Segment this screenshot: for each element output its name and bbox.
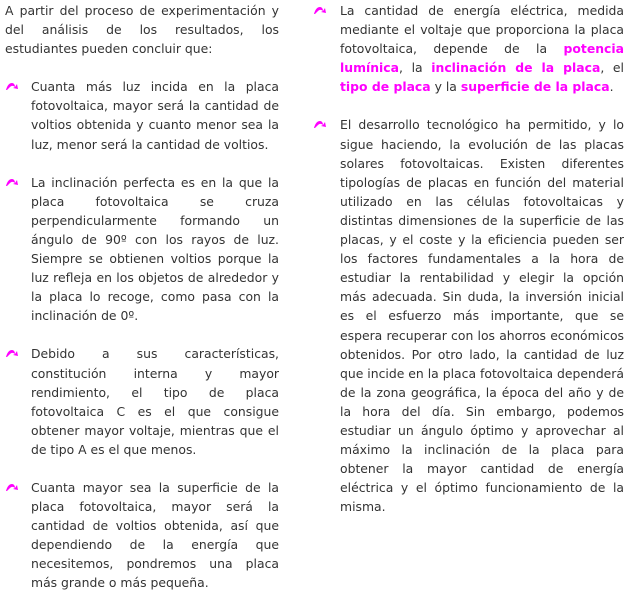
arrow-bullet-icon [313, 5, 327, 15]
left-column [5, 0, 279, 593]
text-segment: La cantidad de energía eléctrica, medida mediante el voltaje que proporciona la placa fotovoltaica, depende de la [340, 3, 624, 57]
text-segment: , la [399, 60, 432, 76]
conclusion-text: La inclinación perfecta es en la que la placa fotovoltaica se cruza perpendicularmente formando un ángulo de 90º con los rayos de luz. Siempre se obtienen voltios porque la luz refleja en los objetos de alrededor y la placa lo recoge, como pasa con la inclinación de 0º. [31, 174, 279, 324]
conclusion-item [5, 478, 279, 593]
arrow-bullet-icon [5, 177, 19, 187]
highlight-inclinacion: inclinación de la placa [431, 60, 601, 76]
intro-paragraph: A partir del proceso de experimentación y del análisis de los resultados, los estudiantes pueden concluir que: [5, 3, 279, 57]
energy-factors-text [340, 1, 624, 96]
highlight-potencia-luminica: potencia lumínica [340, 41, 624, 76]
conclusion-text: Cuanta más luz incida en la placa fotovoltaica, mayor será la cantidad de voltios obtenida y cuanto menor sea la luz, menor será la cantidad de voltios. [31, 79, 279, 152]
arrow-bullet-icon [5, 482, 19, 492]
text-segment: y la [430, 79, 461, 95]
technology-text: El desarrollo tecnológico ha permitido, y lo sigue haciendo, la evolución de las placas solares fotovoltaicas. Existen diferentes tipologías de placas en función del material utilizado en las células fotovoltaicas y distintas dimensiones de la superficie de las placas, y el coste y la eficiencia pueden ser los factores fundamentales a la hora de estudiar la rentabilidad y elegir la opción más adecuada. Sin duda, la inversión inicial es el esfuerzo más importante, que se espera recuperar con los ahorros económicos obtenidos. Por otro lado, la cantidad de luz que incide en la placa fotovoltaica dependerá de la zona geográfica, la época del año y de la hora del día. Sin embargo, podemos estudiar un ángulo óptimo y aprovechar al máximo la inclinación de la placa para obtener la mayor cantidad de energía eléctrica y el óptimo funcionamiento de la misma. [340, 117, 624, 515]
conclusion-item [5, 173, 279, 326]
technology-item [313, 115, 624, 516]
conclusion-text: Debido a sus características, constitución interna y mayor rendimiento, el tipo de placa fotovoltaica C es el que consigue obtener mayor voltaje, mientras que el de tipo A es el que menos. [31, 346, 279, 457]
text-segment: , el [600, 60, 624, 76]
energy-factors-item [313, 1, 624, 96]
conclusion-item [5, 344, 279, 459]
arrow-bullet-icon [5, 348, 19, 358]
arrow-bullet-icon [313, 119, 327, 129]
conclusion-text: Cuanta mayor sea la superficie de la placa fotovoltaica, mayor será la cantidad de voltios obtenida, así que dependiendo de la energía que necesitemos, pondremos una placa más grande o más pequeña. [31, 479, 279, 591]
text-segment: . [609, 79, 614, 95]
arrow-bullet-icon [5, 81, 19, 91]
highlight-superficie: superficie de la placa [460, 79, 610, 95]
conclusion-item [5, 77, 279, 153]
right-column [313, 0, 624, 516]
highlight-tipo-placa: tipo de placa [340, 79, 431, 95]
